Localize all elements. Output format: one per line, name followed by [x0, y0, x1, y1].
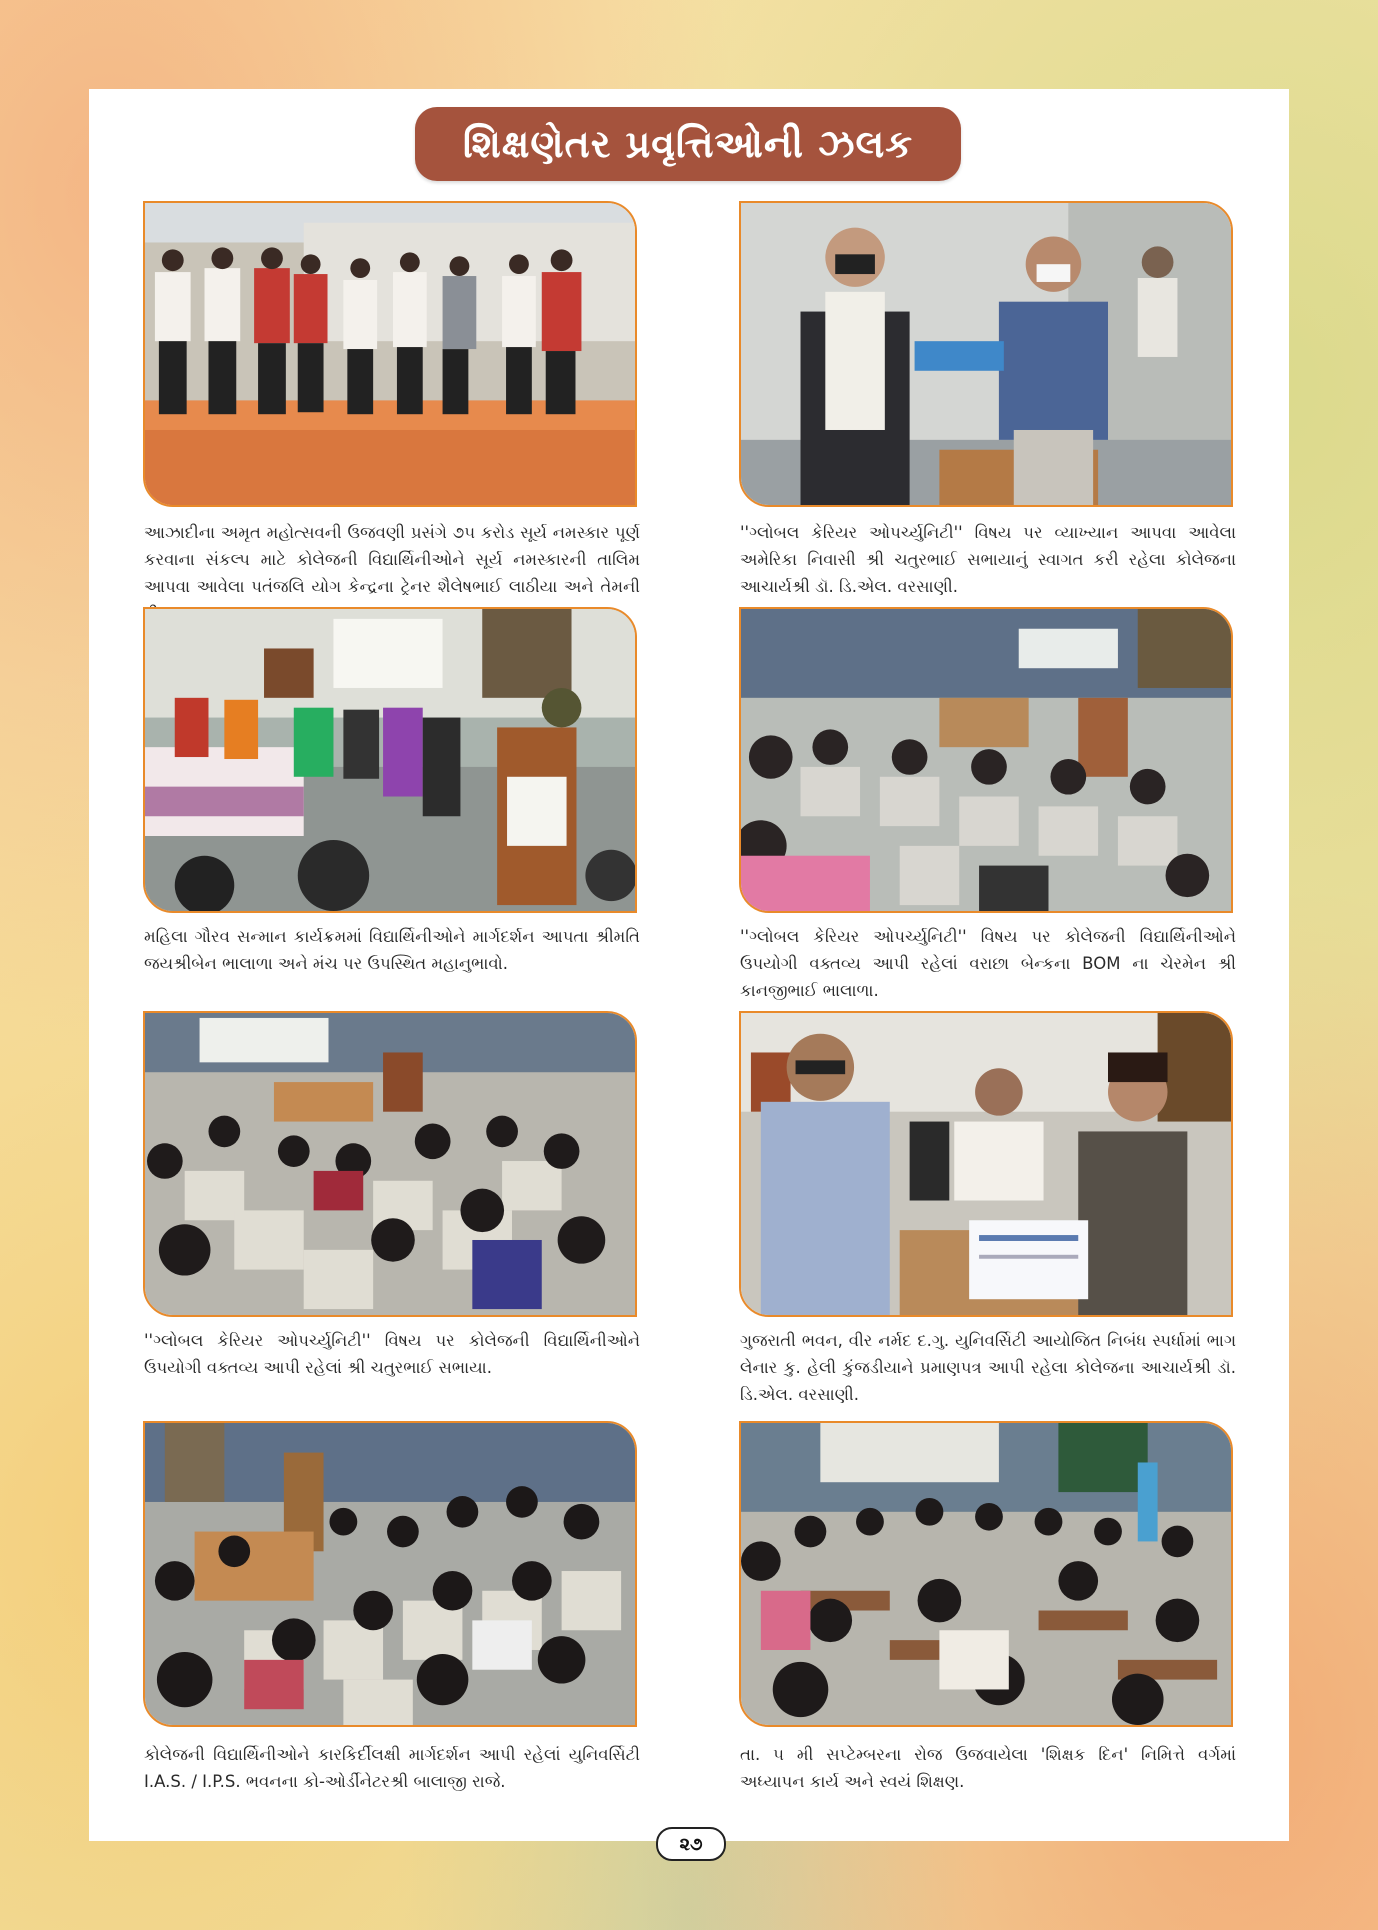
certificate-award-photo [739, 1011, 1233, 1317]
mahila-gaurav-samman-caption: મહિલા ગૌરવ સન્માન કાર્યક્રમમાં વિદ્યાર્થિનીઓને માર્ગદર્શન આપતા શ્રીમતિ જયશ્રીબેન ભાલાળા અને મંચ પર ઉપસ્થિત મહાનુભાવો. [144, 927, 640, 973]
yoga-team-caption: આઝાદીના અમૃત મહોત્સવની ઉજવણી પ્રસંગે ૭૫ કરોડ સૂર્ય નમસ્કાર પૂર્ણ કરવાના સંકલ્પ માટે કોલેજની વિદ્યાર્થિનીઓને સૂર્ય નમસ્કારની તાલિમ આપવા આવેલા પતંજલિ યોગ કેન્દ્રના ટ્રેનર શૈલેષભાઈ લાઠીયા અને તેમની [144, 523, 640, 596]
welcome-ceremony-photo [739, 201, 1233, 507]
welcome-ceremony-caption: ''ગ્લોબલ કેરિયર ઓપર્ચ્યુનિટી'' વિષય પર વ્યાખ્યાન આપવા આવેલા અમેરિકા નિવાસી શ્રી ચતુરભાઈ સભાયાનું સ્વાગત કરી રહેલા કોલેજના આચાર્યશ્રી ડૉ. ડિ.એલ. વરસાણી. [740, 523, 1236, 596]
teachers-day-classroom-photo [739, 1421, 1233, 1727]
page-title: શિક્ષણેતર પ્રવૃત્તિઓની ઝલક [462, 121, 914, 166]
bom-chairman-lecture-photo [739, 607, 1233, 913]
yoga-team-photo [143, 201, 637, 507]
global-career-lecture-photo [143, 1011, 637, 1317]
teachers-day-caption: તા. ૫ મી સપ્ટેમ્બરના રોજ ઉજવાયેલા 'શિક્ષક દિન' નિમિત્તે વર્ગમાં અધ્યાપન કાર્ય અને સ્વયં શિક્ષણ. [740, 1745, 1236, 1791]
career-guidance-caption: કોલેજની વિદ્યાર્થિનીઓને કારકિર્દીલક્ષી માર્ગદર્શન આપી રહેલાં યુનિવર્સિટી I.A.S. / I.P.S. ભવનના કો-ઓર્ડીનેટરશ્રી બાલાજી રાજે. [144, 1745, 640, 1791]
mahila-gaurav-samman-photo [143, 607, 637, 913]
bom-chairman-lecture-caption: ''ગ્લોબલ કેરિયર ઓપર્ચ્યુનિટી'' વિષય પર કોલેજની વિદ્યાર્થિનીઓને ઉપયોગી વક્તવ્ય આપી રહેલાં વરાછા બેન્કના BOM ના ચેરમેન શ્રી કાનજીભાઈ ભાલાળા. [740, 927, 1236, 1000]
page-number: ૨૭ [656, 1827, 726, 1861]
page-title-banner [415, 107, 961, 181]
global-career-lecture-caption: ''ગ્લોબલ કેરિયર ઓપર્ચ્યુનિટી'' વિષય પર કોલેજની વિદ્યાર્થિનીઓને ઉપયોગી વક્તવ્ય આપી રહેલાં શ્રી ચતુરભાઈ સભાયા. [144, 1331, 640, 1377]
certificate-award-caption: ગુજરાતી ભવન, વીર નર્મદ દ.ગુ. યુનિવર્સિટી આયોજિત નિબંધ સ્પર્ધામાં ભાગ લેનાર કુ. હેલી કુંજડીયાને પ્રમાણપત્ર આપી રહેલા કોલેજના આચાર્યશ્રી ડૉ. ડિ.એલ. વરસાણી. [740, 1331, 1236, 1404]
career-guidance-photo [143, 1421, 637, 1727]
